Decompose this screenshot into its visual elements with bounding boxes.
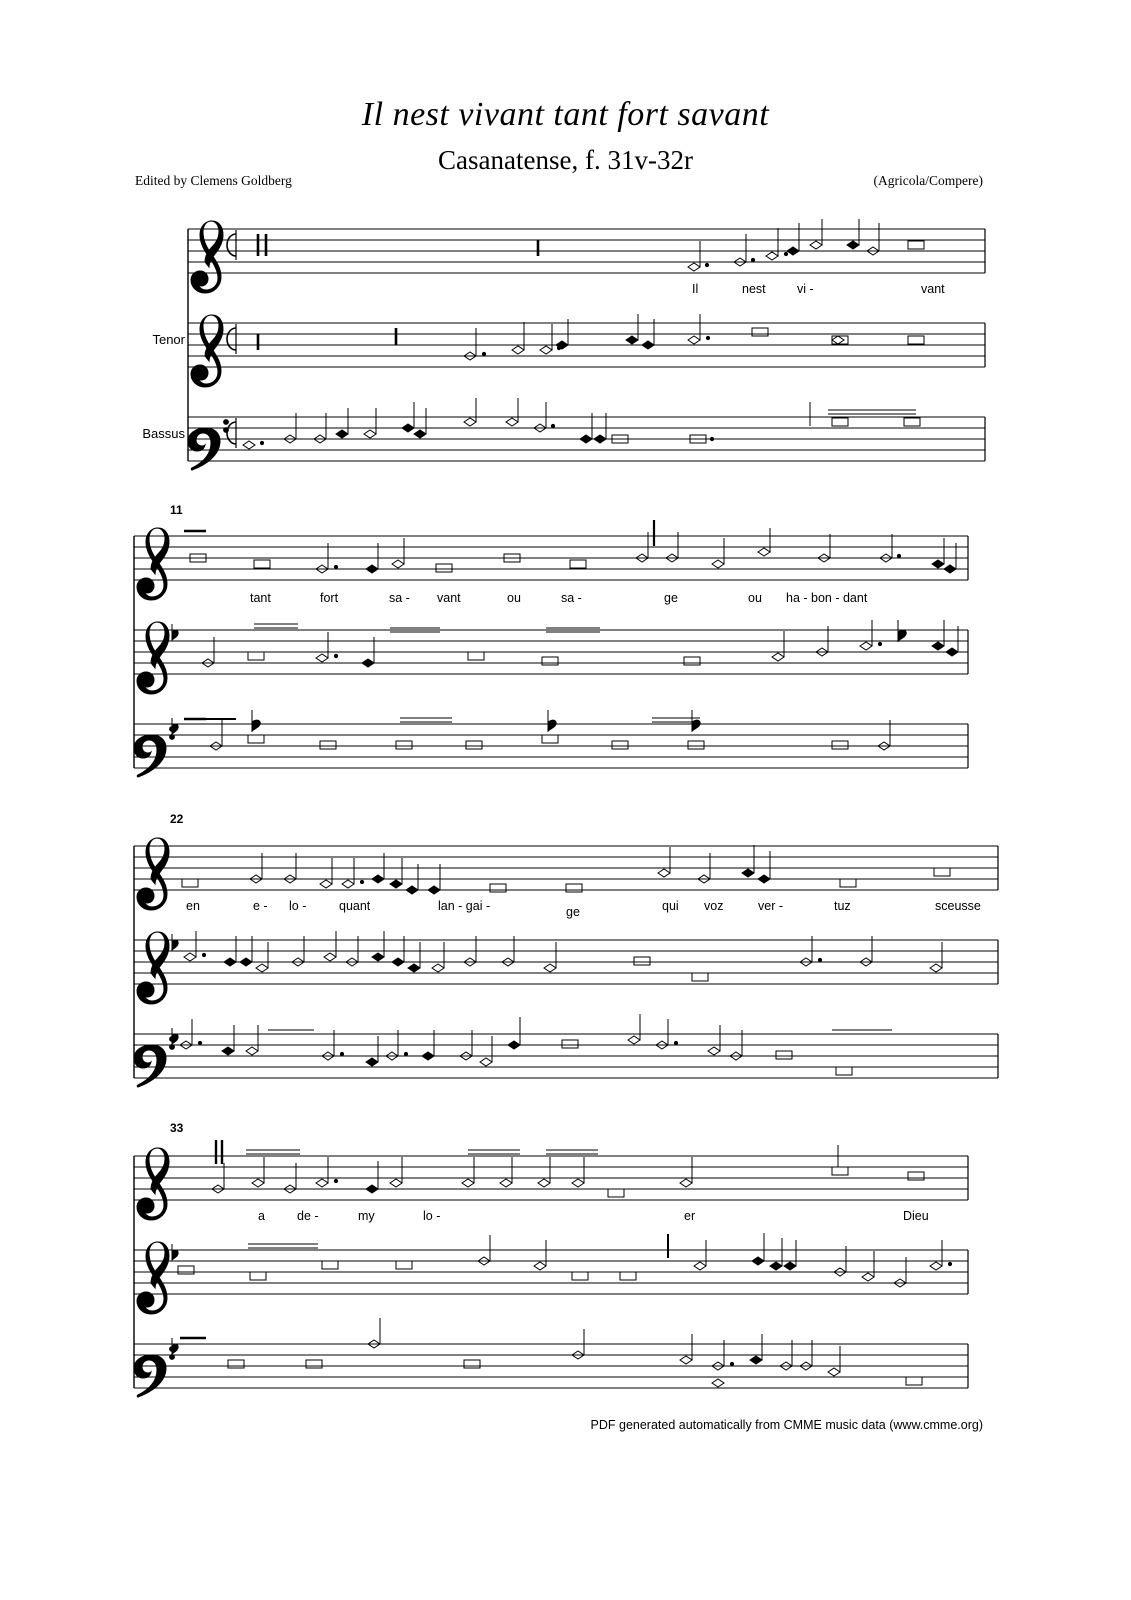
measure-number-22: 22 (170, 812, 184, 826)
svg-text:8: 8 (147, 677, 153, 689)
lyric-syllable: de - (297, 1209, 319, 1223)
lyric-syllable: Dieu (903, 1209, 929, 1223)
lyric-syllable: ver - (758, 899, 783, 913)
lyric-syllable: voz (704, 899, 724, 913)
svg-text:8: 8 (147, 987, 153, 999)
lyric-syllable: tant (250, 591, 271, 605)
svg-text:8: 8 (147, 1297, 153, 1309)
lyric-syllable: Il (692, 282, 699, 296)
lyric-syllable: lo - (289, 899, 307, 913)
lyric-syllable: nest (742, 282, 766, 296)
pdf-footer-note: PDF generated automatically from CMME music data (www.cmme.org) (590, 1418, 983, 1432)
lyric-syllable: quant (339, 899, 371, 913)
part-label-bassus: Bassus (142, 426, 185, 441)
svg-text:8: 8 (201, 276, 207, 288)
lyric-syllable: lan - gai - (438, 899, 491, 913)
part-label-tenor: Tenor (152, 332, 185, 347)
lyric-syllable: qui (662, 899, 679, 913)
svg-text:8: 8 (201, 370, 207, 382)
lyric-syllable: ge (664, 591, 678, 605)
lyric-syllable: er (684, 1209, 696, 1223)
lyric-syllable: ou (748, 591, 762, 605)
svg-text:8: 8 (147, 583, 153, 595)
measure-number-33: 33 (170, 1121, 184, 1135)
lyric-syllable: lo - (423, 1209, 441, 1223)
lyric-syllable: sa - (561, 591, 582, 605)
lyric-syllable: e - (253, 899, 268, 913)
lyric-syllable: sa - (389, 591, 410, 605)
composer-attribution: (Agricola/Compere) (873, 173, 983, 188)
lyric-syllable: ou (507, 591, 521, 605)
lyric-syllable: sceusse (935, 899, 981, 913)
page-title: Il nest vivant tant fort savant (361, 96, 770, 133)
lyric-syllable: vi - (797, 282, 814, 296)
lyric-syllable: vant (921, 282, 945, 296)
lyric-syllable: ge (566, 905, 580, 919)
lyric-syllable: en (186, 899, 200, 913)
lyric-syllable: vant (437, 591, 461, 605)
lyric-syllable: tuz (834, 899, 851, 913)
page-subtitle: Casanatense, f. 31v-32r (438, 145, 693, 175)
svg-text:8: 8 (147, 893, 153, 905)
measure-number-11: 11 (170, 503, 183, 517)
lyric-syllable: ha - bon - dant (786, 591, 868, 605)
editor-credit: Edited by Clemens Goldberg (135, 173, 292, 188)
lyric-syllable: fort (320, 591, 339, 605)
lyric-syllable: a (258, 1209, 265, 1223)
lyric-syllable: my (358, 1209, 375, 1223)
svg-text:8: 8 (147, 1203, 153, 1215)
